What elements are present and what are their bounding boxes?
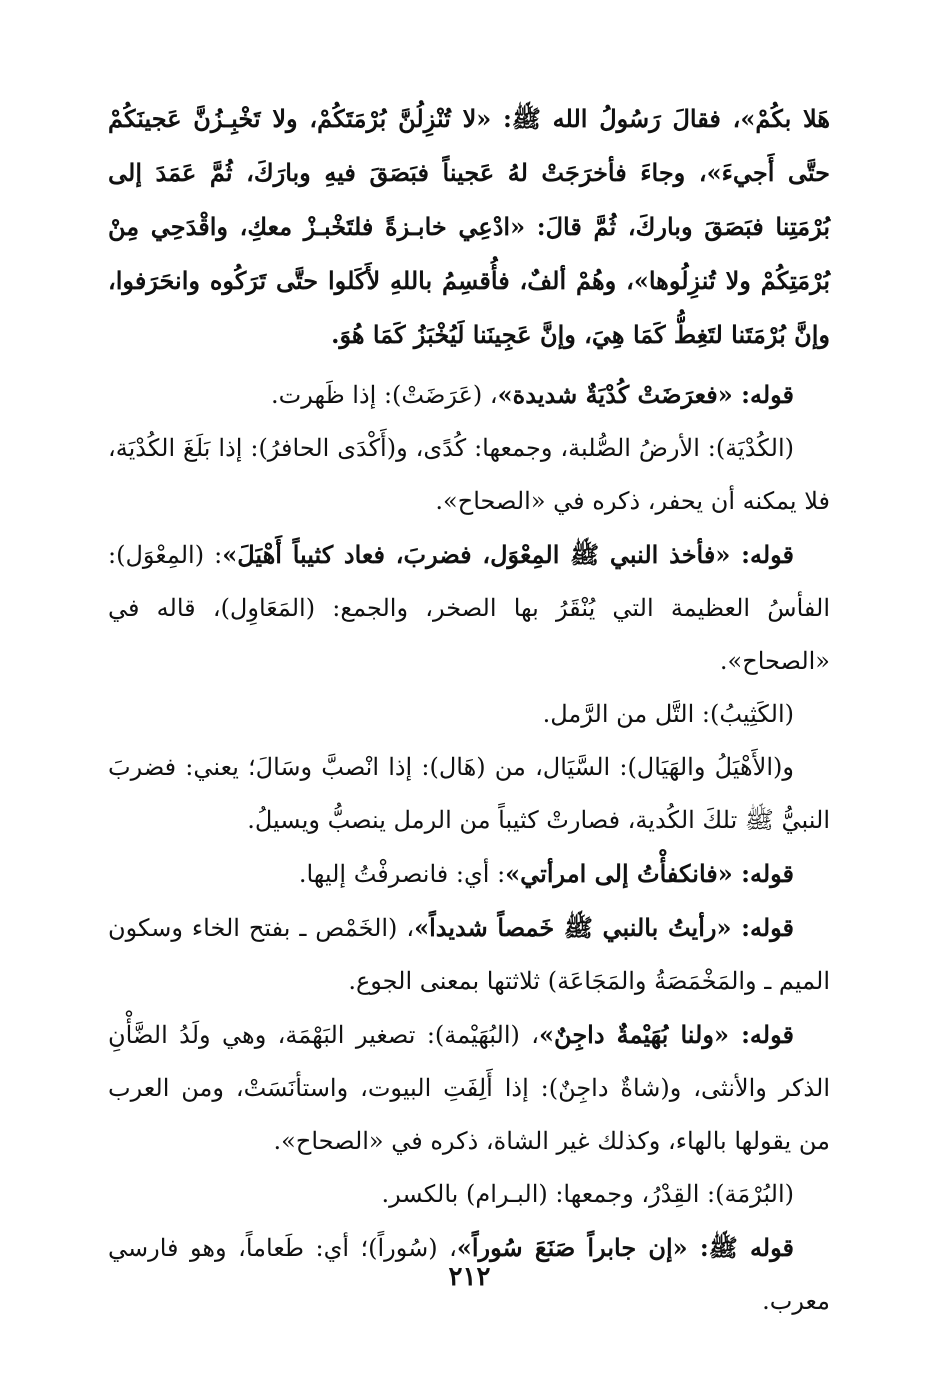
quote-inkafa: قوله: «فانكفأْتُ إلى امرأتي» (505, 859, 794, 888)
definition-burma: (البُرْمَة): القِدْرُ، وجمعها: (البـرام) بالكسر. (381, 1180, 794, 1208)
paragraph-miwal (108, 528, 830, 688)
quote-miwal: قوله: «فأخذ النبي ﷺ المِعْوَل، فضربَ، فعاد كثيباً أَهْيَلَ» (222, 540, 794, 569)
explanation-sur: ، (سُوراً)؛ أي: طَعاماً، وهو فارسي معرب. (108, 1234, 830, 1315)
paragraph-inkafa (108, 847, 830, 901)
paragraph-khams (108, 901, 830, 1008)
explanation-inkafa: : أي: فانصرفْتُ إليها. (298, 860, 506, 888)
explanation-buhayma: ، (البُهَيْمة): تصغير البَهْمَة، وهي ولَدُ الضَّأْنِ الذكر والأنثى، و(شاةٌ داجِنٌ): إذا أَلِفَتِ البيوت، واستأنَسَتْ، ومن العرب من يقولها بالهاء، وكذلك غير الشاة، ذكره في «الصحاح». (108, 1021, 830, 1155)
hadith-text: هَلا بكُمْ»، فقالَ رَسُولُ الله ﷺ: «لا تُنْزِلُنَّ بُرْمَتَكُمْ، ولا تَخْبِـزُنَّ عَجينَكُمْ حتَّى أَجيءَ»، وجاءَ فأخرَجَتْ لهُ عَجيناً فبَصَقَ فيهِ وبارَكَ، ثُمَّ عَمَدَ إلى بُرْمَتِنا فبَصَقَ وباركَ، ثُمَّ قالَ: «ادْعِي خابـزةً فلتَخْبـزْ معكِ، واقْدَحِي مِنْ بُرْمَتِكُمْ ولا تُنزِلُوها»، وهُمْ ألفٌ، فأُقسِمُ باللهِ لأَكَلوا حتَّى تَرَكُوه وانحَرَفوا، وإنَّ بُرْمَتَنا لتَغِطُّ كَمَا هِيَ، وإنَّ عَجِينَنا لَيُخْبَزُ كَمَا هُوَ. (108, 104, 831, 349)
explanation-miwal: : (المِعْوَل): الفأسُ العظيمة التي يُنْقَرُ بها الصخر، والجمع: (المَعَاوِل)، قاله في «الصحاح». (108, 541, 830, 675)
paragraph-kudya-definition (108, 422, 830, 528)
quote-kudya: قوله: «فعرَضَتْ كُدْيَةٌ شديدة» (497, 380, 794, 409)
definition-ahyal: و(الأَهْيَلُ والهَيَال): السَّيَال، من (هَال): إذا انْصبَّ وسَالَ؛ يعني: فضربَ النبيُّ ﷺ تلكَ الكُدية، فصارتْ كثيباً من الرمل ينصبُّ ويسيلُ. (108, 753, 830, 834)
paragraph-ahyal (108, 741, 830, 847)
explanation-kudya: ، (عَرَضَتْ): إذا ظَهرت. (271, 381, 498, 409)
explanation-khams: ، (الخَمْص ـ بفتح الخاء وسكون الميم ـ والمَخْمَصَةُ والمَجَاعَة) ثلاثتها بمعنى الجوع. (108, 914, 830, 995)
quote-khams: قوله: «رأيتُ بالنبي ﷺ خَمصاً شديداً» (414, 913, 795, 942)
paragraph-buhayma (108, 1008, 830, 1168)
paragraph-hadith-text (108, 92, 830, 362)
page-number: ٢١٢ (448, 1262, 491, 1292)
definition-kudya: (الكُدْيَة): الأرضُ الصُّلبة، وجمعها: كُدًى، و(أَكْدَى الحافرُ): إذا بَلَغَ الكُدْيَة، فلا يمكنه أن يحفر، ذكره في «الصحاح». (108, 434, 830, 515)
definition-kathib: (الكَثِيبُ): التَّل من الرَّمل. (542, 700, 794, 728)
paragraph-kudya (108, 368, 830, 422)
quote-buhayma: قوله: «ولنا بُهَيْمةٌ داجِنٌ» (539, 1020, 794, 1049)
quote-sur: قوله ﷺ: «إن جابراً صَنَعَ سُوراً» (456, 1233, 794, 1262)
paragraph-burma (108, 1168, 830, 1221)
paragraph-kathib (108, 688, 830, 741)
page-body (108, 92, 830, 1328)
